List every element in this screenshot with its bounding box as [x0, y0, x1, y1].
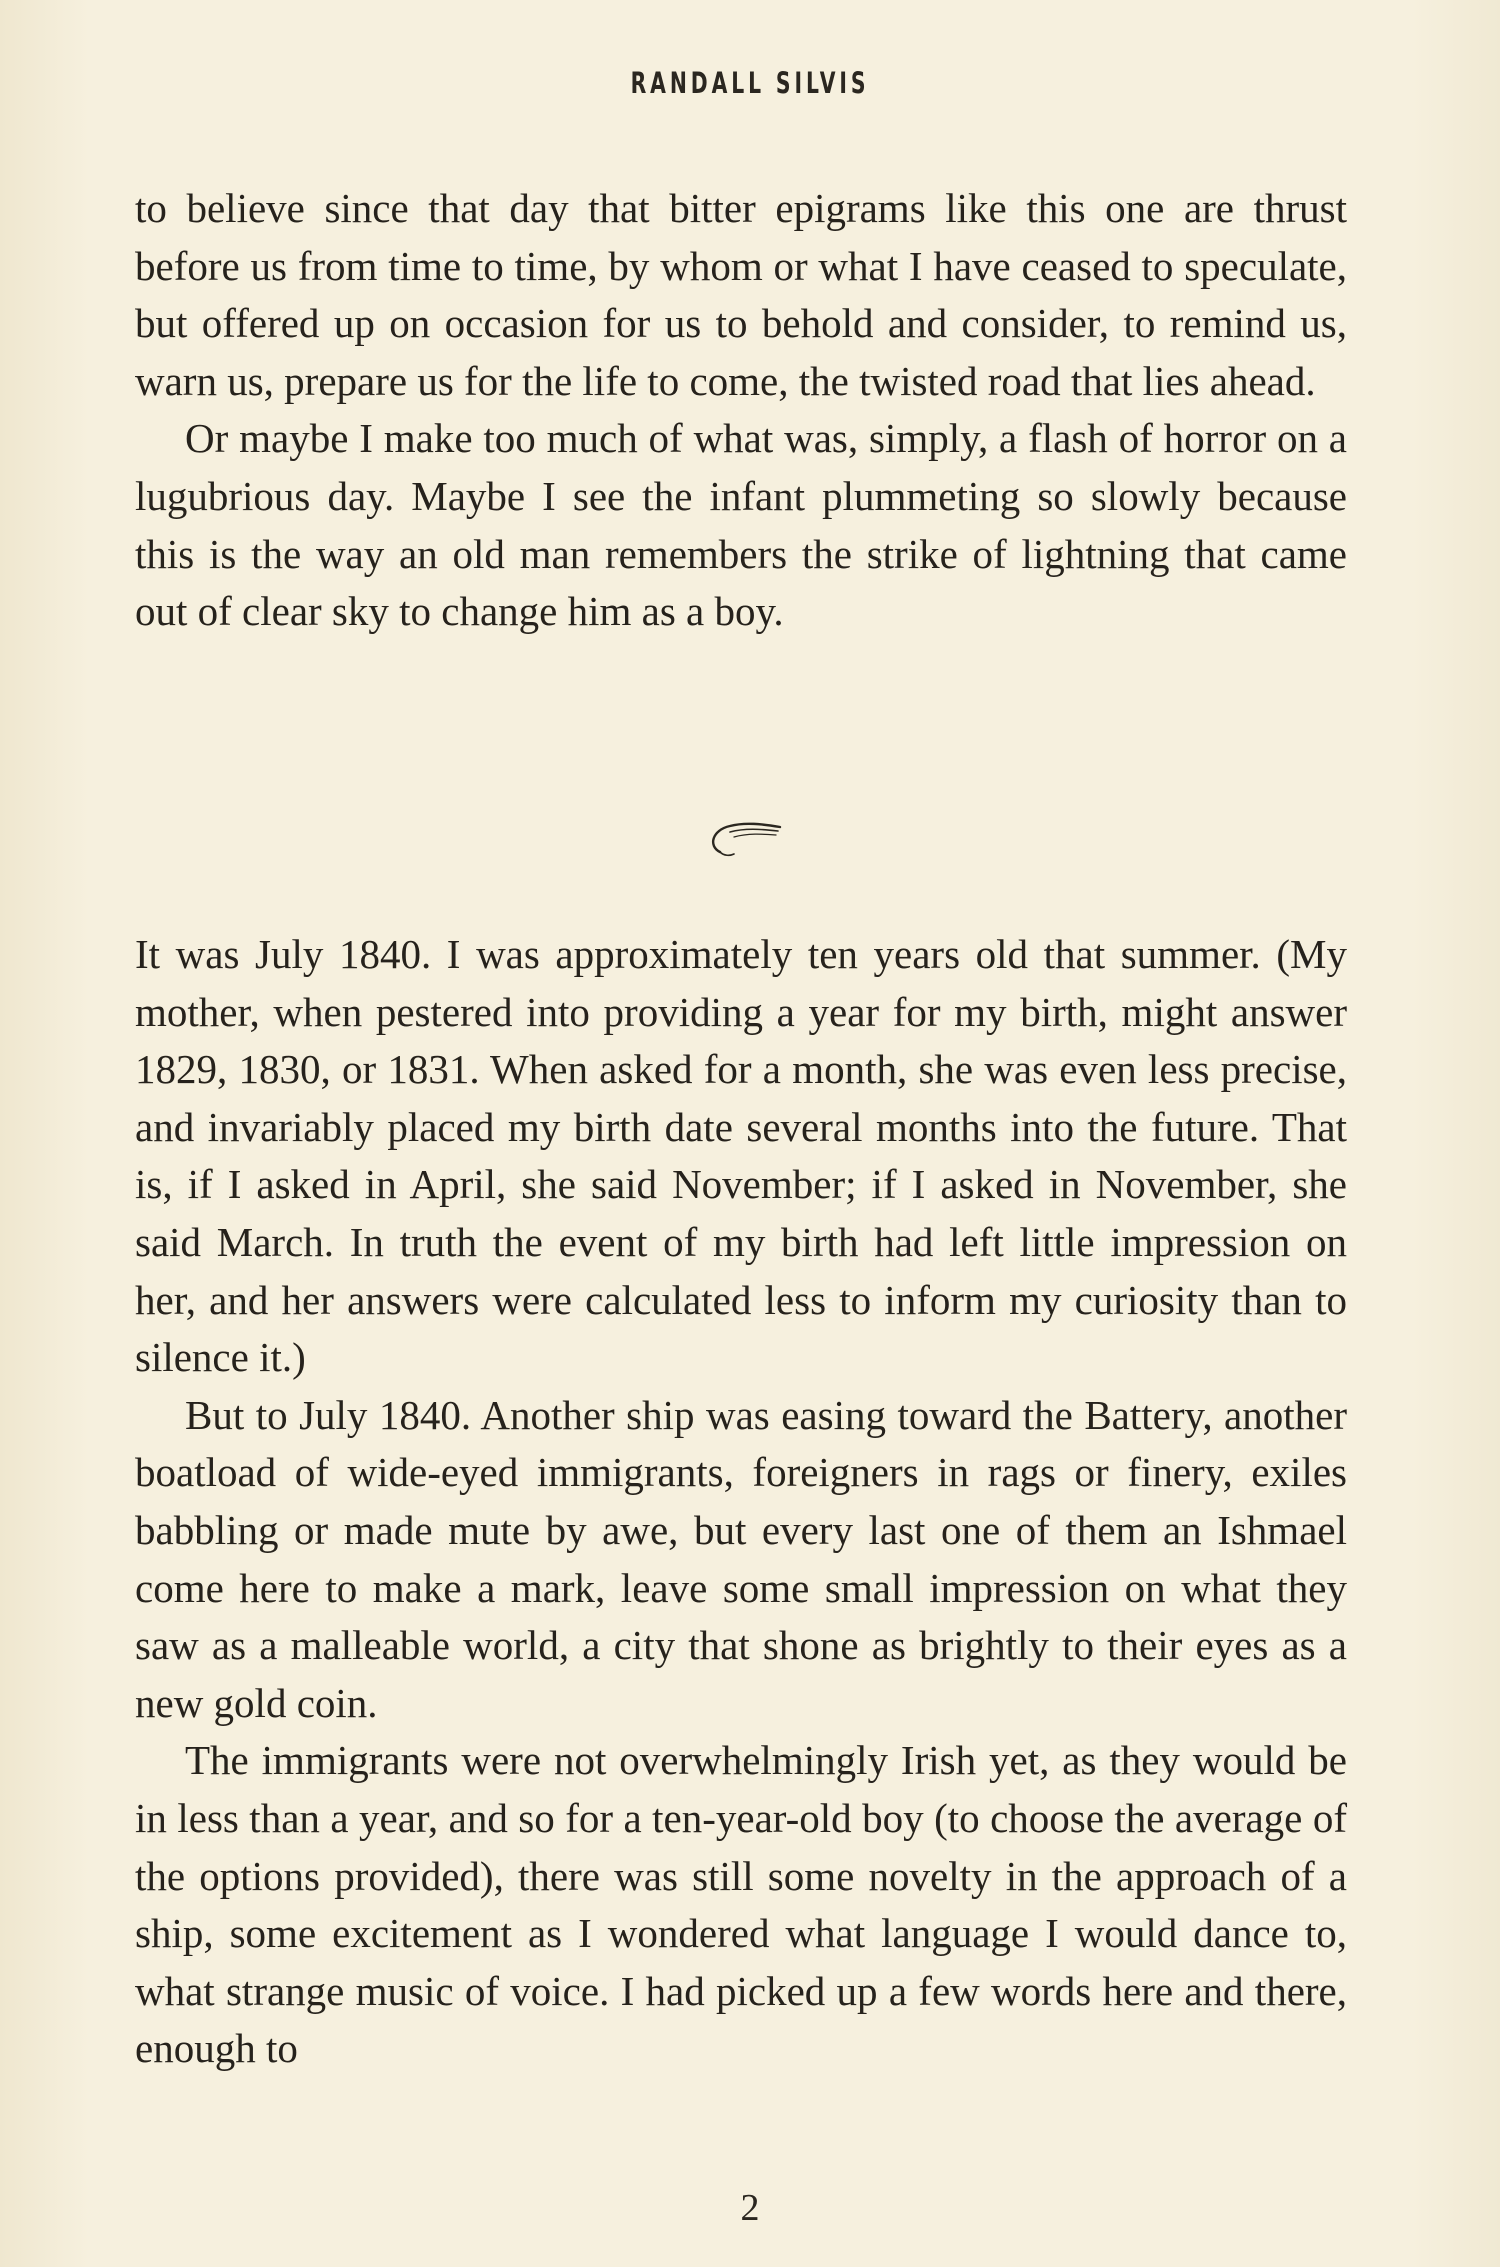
paragraph: The immigrants were not overwhelmingly Irish yet, as they would be in less than a year, and so for a ten-year-old boy (to choose the average of the options provided), there was still some novelty in the approach of a ship, some excitement as I wondered what language I would dance to, what strange music of voice. I had picked up a few words here and there, enough to — [135, 1737, 1347, 2072]
paragraph: But to July 1840. Another ship was easing toward the Battery, another boatload of wide-eyed immigrants, foreigners in rags or finery, exiles babbling or made mute by awe, but every last one of them an Ishmael come here to make a mark, leave some small impression on what they saw as a malleable world, a city that shone as brightly to their eyes as a new gold coin. — [135, 1391, 1347, 1726]
flourish-ornament-icon — [690, 800, 790, 870]
paragraph: Or maybe I make too much of what was, simply, a flash of horror on a lugubrious day. Maybe I see the infant plummeting so slowly because this is the way an old man remembers the strike of lightning that came out of clear sky to change him as a boy. — [135, 415, 1347, 635]
paragraph-continuation: to believe since that day that bitter epigrams like this one are thrust before us from time to time, by whom or what I have ceased to speculate, but offered up on occasion for us to behold and consider, to remind us, warn us, prepare us for the life to come, the twisted road that lies ahead. — [135, 185, 1347, 404]
text-section-2 — [135, 926, 1347, 2078]
text-section-1 — [135, 180, 1347, 641]
page-number: 2 — [740, 2187, 760, 2229]
paragraph: It was July 1840. I was approximately ten years old that summer. (My mother, when pestered into providing a year for my birth, might answer 1829, 1830, or 1831. When asked for a month, she was even less precise, and invariably placed my birth date several months into the future. That is, if I asked in April, she said November; if I asked in November, she said March. In truth the event of my birth had left little impression on her, and her answers were calculated less to inform my curiosity than to silence it.) — [135, 931, 1347, 1381]
running-head: RANDALL SILVIS — [630, 66, 870, 100]
